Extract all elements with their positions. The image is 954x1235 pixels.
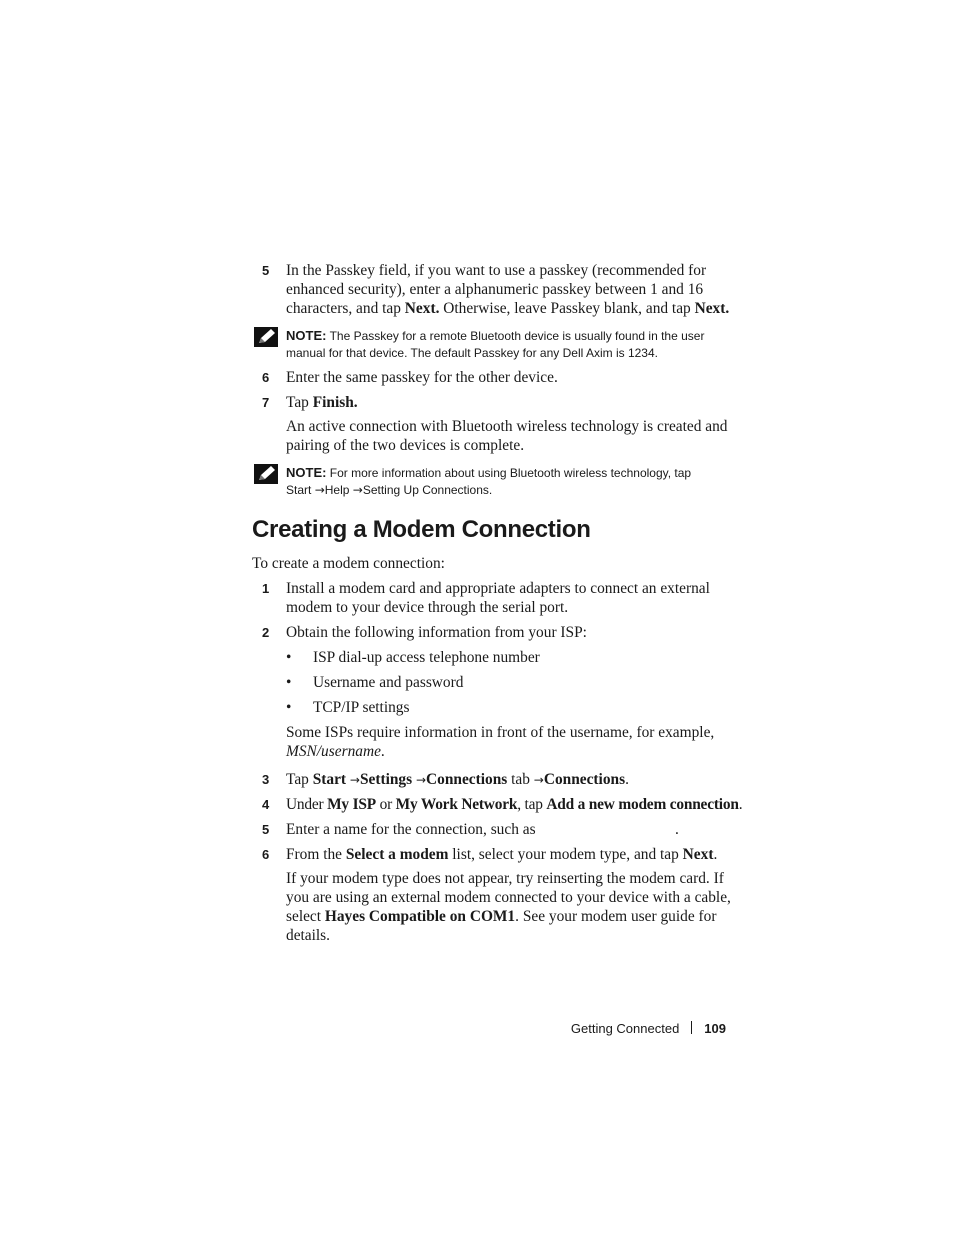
- step-text: Tap Finish.: [286, 394, 358, 411]
- step-item: [262, 795, 743, 814]
- note-label: NOTE:: [286, 465, 327, 480]
- paragraph: If your modem type does not appear, try reinserting the modem card. If you are using an external modem connected to your device with a cable, select Hayes Compatible on COM1. See your modem user guide for details.: [286, 870, 731, 944]
- page-number: 109: [704, 1021, 726, 1036]
- step-text: Enter a name for the connection, such as: [286, 821, 536, 838]
- step-text: Install a modem card and appropriate adapters to connect an external modem to your device through the serial port.: [286, 580, 710, 616]
- note-text: The Passkey for a remote Bluetooth device is usually found in the user manual for that device. The default Passkey for any Dell Axim is 1234.: [286, 329, 705, 360]
- footer-divider: [691, 1021, 692, 1034]
- bullet-dot: •: [286, 649, 292, 666]
- step-item: [262, 623, 736, 642]
- step-item: [262, 770, 736, 790]
- step-text-end: .: [675, 821, 679, 838]
- step-text: Obtain the following information from your ISP:: [286, 624, 587, 641]
- note-path: Start →Help →Setting Up Connections.: [286, 483, 493, 497]
- paragraph: Some ISPs require information in front of the username, for example, MSN/username.: [286, 724, 715, 760]
- step-item: [262, 820, 736, 839]
- section-heading: Creating a Modem Connection: [252, 516, 591, 543]
- step-item: [262, 261, 736, 318]
- step-item: [262, 393, 736, 412]
- step-number: 6: [262, 847, 270, 862]
- step-item: [262, 368, 736, 387]
- step-text: In the Passkey field, if you want to use a passkey (recommended for enhanced security), enter a alphanumeric passkey between 1 and 16 characters, and tap Next. Otherwise, leave Passkey blank, and tap Next.: [286, 262, 730, 317]
- note-text: For more information about using Bluetooth wireless technology, tap: [326, 466, 692, 480]
- step-item: [262, 579, 736, 617]
- step-number: 6: [262, 370, 270, 385]
- note-pencil-icon: [254, 327, 278, 347]
- footer-section: Getting Connected: [570, 1021, 680, 1036]
- step-number: 5: [262, 822, 270, 837]
- note: [286, 327, 736, 362]
- step-number: 7: [262, 395, 270, 410]
- step-number: 1: [262, 581, 270, 596]
- bullet-dot: •: [286, 674, 292, 691]
- step-item: [262, 845, 736, 864]
- step-number: 5: [262, 263, 270, 278]
- note-pencil-icon: [254, 464, 278, 484]
- page-footer: [540, 1020, 726, 1038]
- paragraph: An active connection with Bluetooth wireless technology is created and pairing of the two devices is complete.: [286, 418, 728, 454]
- bullet-text: TCP/IP settings: [313, 699, 410, 716]
- bullet-text: ISP dial-up access telephone number: [313, 649, 540, 666]
- step-text: From the Select a modem list, select your modem type, and tap Next.: [286, 846, 718, 863]
- step-text: Under My ISP or My Work Network, tap Add a new modem connection.: [286, 796, 743, 813]
- note-label: NOTE:: [286, 328, 327, 343]
- step-number: 2: [262, 625, 270, 640]
- step-text: Enter the same passkey for the other device.: [286, 369, 558, 386]
- bullet-text: Username and password: [313, 674, 464, 691]
- intro-text: To create a modem connection:: [252, 555, 445, 572]
- step-text: Tap Start →Settings →Connections tab →Connections.: [286, 771, 629, 788]
- step-number: 4: [262, 797, 270, 812]
- bullet-dot: •: [286, 699, 292, 716]
- note: [286, 464, 736, 499]
- step-number: 3: [262, 772, 270, 787]
